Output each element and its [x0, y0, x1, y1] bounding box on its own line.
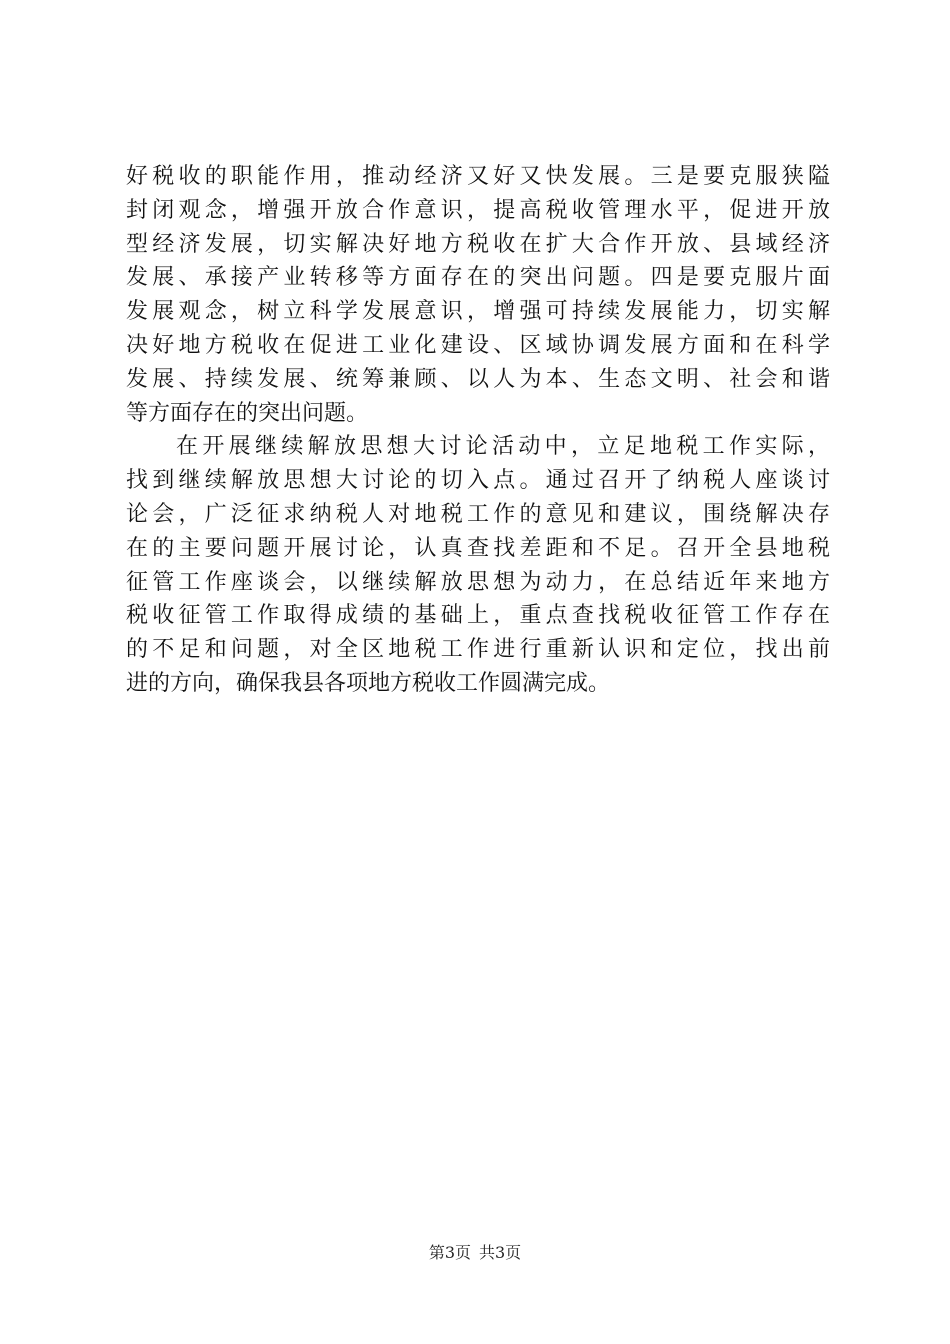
page-number: 第3页 — [428, 1243, 471, 1262]
page-total: 共3页 — [479, 1243, 522, 1262]
text-line: 好税收的职能作用，推动经济又好又快发展。三是要克服狭隘 — [126, 164, 830, 189]
paragraph-1 — [126, 160, 830, 430]
text-line: 发展、承接产业转移等方面存在的突出问题。四是要克服片面 — [126, 265, 830, 291]
text-line: 封闭观念，增强开放合作意识，提高税收管理水平，促进开放 — [126, 197, 830, 223]
text-line: 找到继续解放思想大讨论的切入点。通过召开了纳税人座谈讨 — [126, 468, 830, 494]
text-line: 型经济发展，切实解决好地方税收在扩大合作开放、县域经济 — [126, 231, 830, 257]
text-line: 决好地方税收在促进工业化建设、区域协调发展方面和在科学 — [126, 332, 830, 358]
text-line: 进的方向，确保我县各项地方税收工作圆满完成。 — [126, 670, 611, 696]
text-line: 征管工作座谈会，以继续解放思想为动力，在总结近年来地方 — [126, 569, 830, 595]
paragraph-2 — [126, 430, 830, 700]
text-line: 论会，广泛征求纳税人对地税工作的意见和建议，围绕解决存 — [126, 501, 830, 527]
text-line: 发展、持续发展、统筹兼顾、以人为本、生态文明、社会和谐 — [126, 366, 830, 392]
text-line: 等方面存在的突出问题。 — [126, 400, 369, 426]
text-line: 税收征管工作取得成绩的基础上，重点查找税收征管工作存在 — [126, 603, 830, 629]
text-line: 发展观念，树立科学发展意识，增强可持续发展能力，切实解 — [126, 299, 830, 325]
page-footer — [0, 1242, 950, 1264]
text-line: 的不足和问题，对全区地税工作进行重新认识和定位，找出前 — [126, 637, 830, 663]
document-body — [126, 160, 830, 701]
text-line: 在开展继续解放思想大讨论活动中，立足地税工作实际， — [176, 434, 830, 460]
text-line: 在的主要问题开展讨论，认真查找差距和不足。召开全县地税 — [126, 535, 830, 561]
